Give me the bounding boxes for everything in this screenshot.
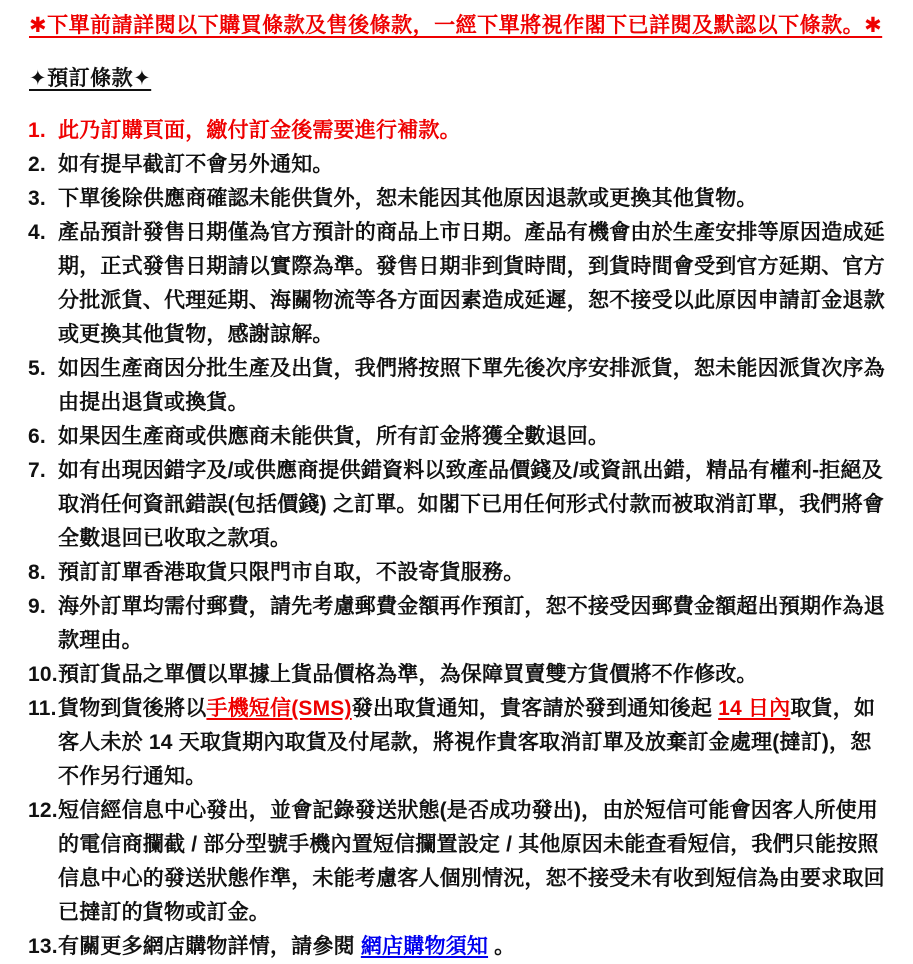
term-text-segment: 下單後除供應商確認未能供貨外，恕未能因其他原因退款或更換其他貨物。 xyxy=(58,187,758,210)
term-text-segment: 海外訂單均需付郵費，請先考慮郵費金額再作預訂，恕不接受因郵費金額超出預期作為退款理由。 xyxy=(58,595,885,652)
term-item xyxy=(28,420,891,454)
term-number: 10. xyxy=(28,663,58,686)
term-item xyxy=(28,692,891,794)
term-text-segment: 產品預計發售日期僅為官方預計的商品上市日期。產品有機會由於生產安排等原因造成延期，正式發售日期請以實際為準。發售日期非到貨時間，到貨時間會受到官方延期、官方分批派貨、代理延期、海關物流等各方面因素造成延遲，恕不接受以此原因申請訂金退款或更換其他貨物，感謝諒解。 xyxy=(58,221,885,346)
term-item xyxy=(28,454,891,556)
term-item xyxy=(28,556,891,590)
term-text-segment: 貨物到貨後將以 xyxy=(58,697,207,720)
terms-list xyxy=(28,114,891,964)
term-number: 9. xyxy=(28,595,46,618)
term-item xyxy=(28,794,891,930)
term-text xyxy=(58,930,891,964)
term-number: 8. xyxy=(28,561,46,584)
term-number: 12. xyxy=(28,799,58,822)
term-number: 11. xyxy=(28,697,57,720)
term-item xyxy=(28,658,891,692)
term-number: 1. xyxy=(28,119,46,142)
term-text-segment: 如因生產商因分批生產及出貨，我們將按照下單先後次序安排派貨，恕未能因派貨次序為由提出退貨或換貨。 xyxy=(58,357,885,414)
term-number: 4. xyxy=(28,221,46,244)
term-text-segment: 如有出現因錯字及/或供應商提供錯資料以致產品價錢及/或資訊出錯，精品有權利-拒絕及取消任何資訊錯誤(包括價錢) 之訂單。如閣下已用任何形式付款而被取消訂單，我們將會全數退回已收取之款項。 xyxy=(58,459,885,550)
preorder-terms-section-title: ✦預訂條款✦ xyxy=(29,67,152,90)
term-number: 2. xyxy=(28,153,46,176)
term-text xyxy=(58,114,891,148)
pickup-deadline-highlight: 14 日內 xyxy=(718,697,791,720)
term-text-segment: 此乃訂購頁面，繳付訂金後需要進行補款。 xyxy=(58,119,461,142)
term-text xyxy=(58,352,891,420)
term-text xyxy=(58,216,891,352)
term-text-segment: 預訂貨品之單價以單據上貨品價格為準，為保障買賣雙方貨價將不作修改。 xyxy=(58,663,758,686)
term-text xyxy=(58,182,891,216)
term-text xyxy=(58,420,891,454)
term-number: 13. xyxy=(28,935,58,958)
term-item xyxy=(28,352,891,420)
term-text xyxy=(58,590,891,658)
term-number: 5. xyxy=(28,357,46,380)
term-item xyxy=(28,216,891,352)
term-text-segment: 取貨，如客人未於 14 天取貨期內取貨及付尾款，將視作貴客取消訂單及放棄訂金處理(撻訂)，恕不作另行通知。 xyxy=(58,697,876,788)
term-item xyxy=(28,930,891,964)
term-text-segment: 如果因生產商或供應商未能供貨，所有訂金將獲全數退回。 xyxy=(58,425,610,448)
term-number: 6. xyxy=(28,425,46,448)
term-text-segment: 。 xyxy=(488,935,516,958)
term-text-segment: 發出取貨通知，貴客請於發到通知後起 xyxy=(351,697,719,720)
term-item xyxy=(28,182,891,216)
purchase-terms-warning-header: ✱下單前請詳閱以下購買條款及售後條款，一經下單將視作閣下已詳閱及默認以下條款。✱ xyxy=(29,14,883,37)
term-number: 7. xyxy=(28,459,46,482)
sms-notice-highlight: 手機短信(SMS) xyxy=(206,697,352,720)
term-text xyxy=(58,556,891,590)
term-text-segment: 預訂訂單香港取貨只限門市自取，不設寄貨服務。 xyxy=(58,561,525,584)
term-text xyxy=(58,658,891,692)
store-shopping-guide-link[interactable]: 網店購物須知 xyxy=(360,935,489,958)
term-text xyxy=(58,794,891,930)
term-item xyxy=(28,148,891,182)
term-text xyxy=(58,148,891,182)
term-text xyxy=(58,692,891,794)
term-text-segment: 如有提早截訂不會另外通知。 xyxy=(58,153,334,176)
term-number: 3. xyxy=(28,187,46,210)
term-item xyxy=(28,590,891,658)
term-text-segment: 有關更多網店購物詳情，請參閱 xyxy=(58,935,361,958)
term-text xyxy=(58,454,891,556)
term-text-segment: 短信經信息中心發出，並會記錄發送狀態(是否成功發出)，由於短信可能會因客人所使用的電信商攔截 / 部分型號手機內置短信攔置設定 / 其他原因未能查看短信，我們只能按照信息中心的發送狀態作準，未能考慮客人個別情況，恕不接受未有收到短信為由要求取回已撻訂的貨物或訂金。 xyxy=(58,799,885,924)
term-item xyxy=(28,114,891,148)
